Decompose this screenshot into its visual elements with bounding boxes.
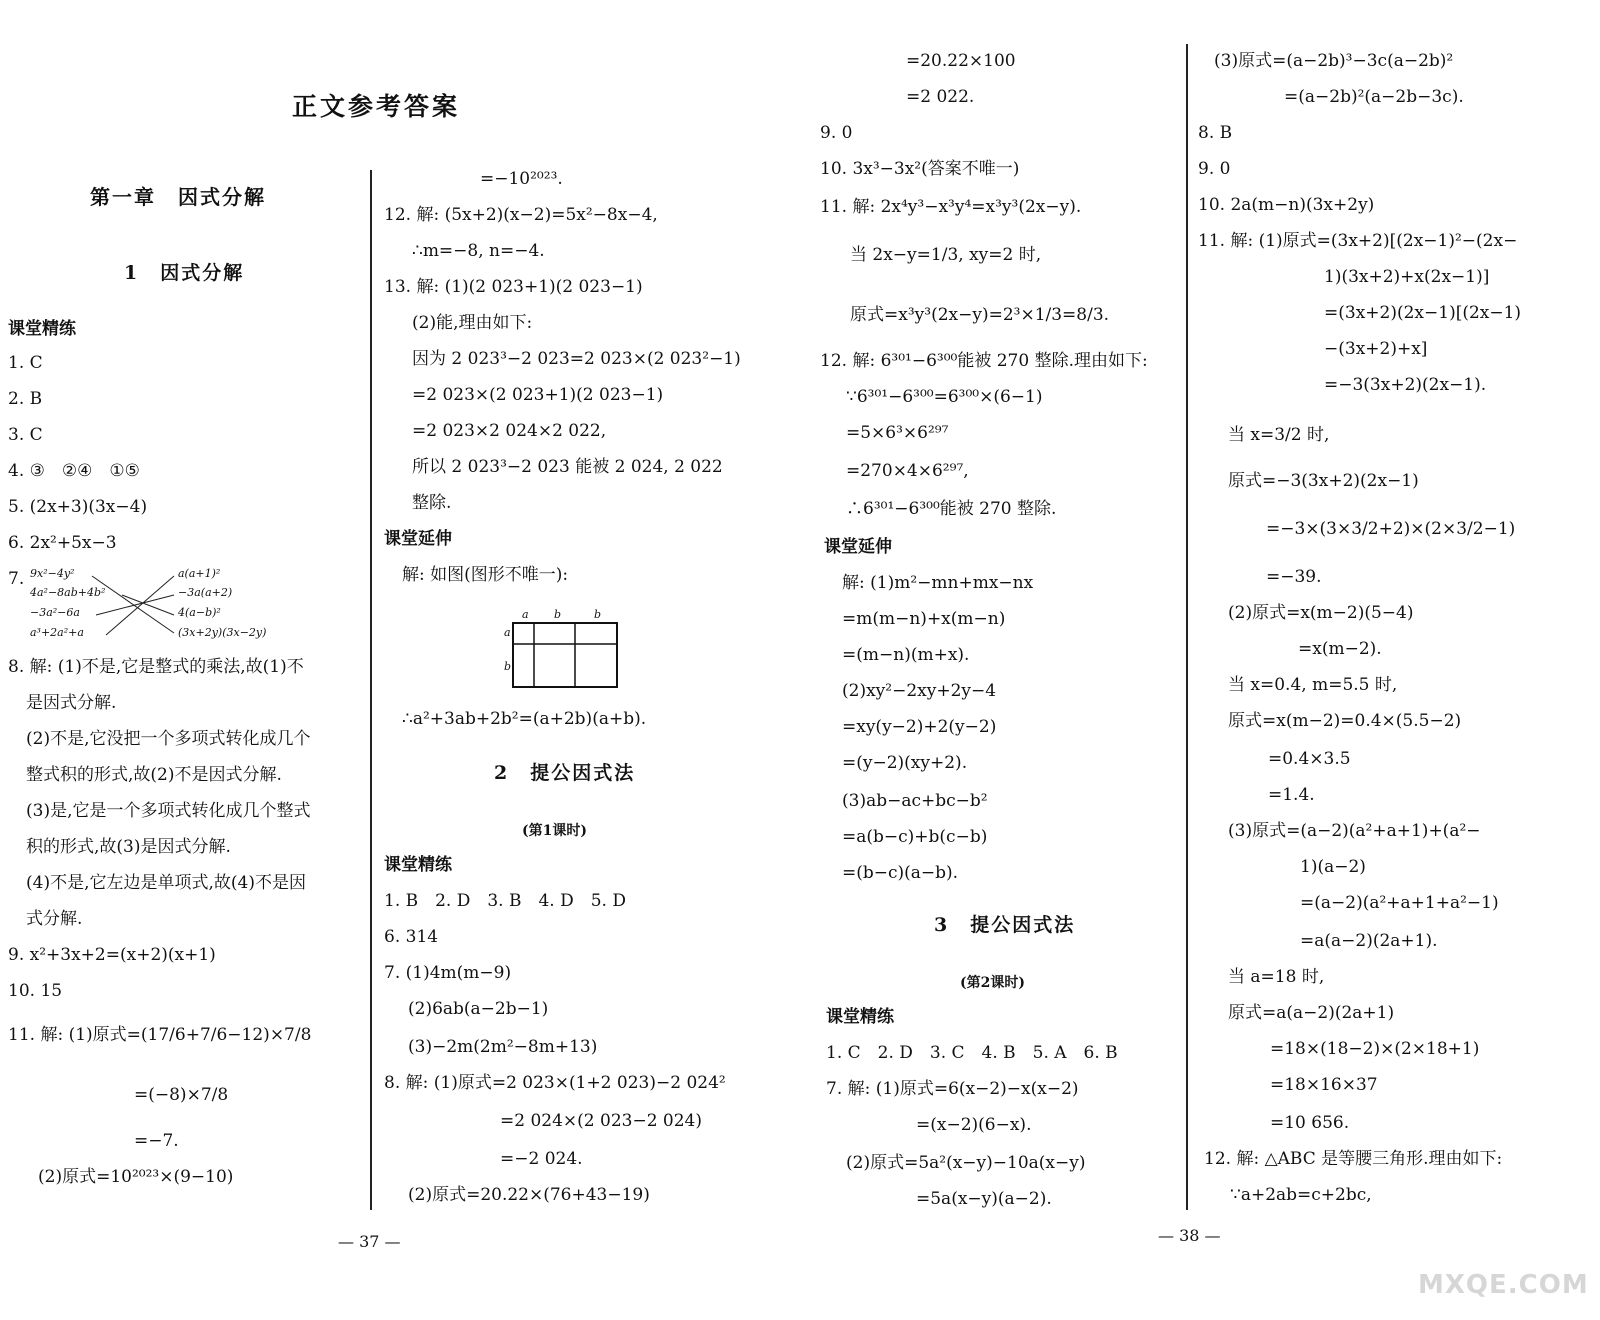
- answer-line: ∴m=−8, n=−4.: [412, 241, 545, 261]
- answer-line: 当 x=0.4, m=5.5 时,: [1228, 675, 1398, 695]
- answer-line: =2 023×(2 023+1)(2 023−1): [412, 385, 664, 405]
- answer-line: =−3×(3×3/2+2)×(2×3/2−1): [1266, 519, 1516, 539]
- answer-line: 11. 解: (1)原式=(17/6+7/6−12)×7/8: [8, 1025, 312, 1045]
- answer-line: 8. 解: (1)不是,它是整式的乘法,故(1)不: [8, 657, 304, 677]
- answer-line: 7. 解: (1)原式=6(x−2)−x(x−2): [826, 1079, 1079, 1099]
- answer-line: 解: (1)m²−mn+mx−nx: [842, 573, 1034, 593]
- column-divider: [370, 170, 372, 1210]
- chapter-heading: 第一章 因式分解: [90, 185, 266, 209]
- answer-line: 10. 2a(m−n)(3x+2y): [1198, 195, 1375, 215]
- answer-line: 6. 2x²+5x−3: [8, 533, 117, 553]
- answer-line: 1)(3x+2)+x(2x−1)]: [1324, 267, 1490, 287]
- answer-line: 13. 解: (1)(2 023+1)(2 023−1): [384, 277, 643, 297]
- answer-line: =−3(3x+2)(2x−1).: [1324, 375, 1487, 395]
- answer-line: =(a−2)(a²+a+1+a²−1): [1300, 893, 1499, 913]
- answer-line: =xy(y−2)+2(y−2): [842, 717, 997, 737]
- answer-line: =−7.: [134, 1131, 179, 1151]
- lesson-label: (第1课时): [522, 823, 587, 839]
- answer-line: 10. 15: [8, 981, 63, 1001]
- answer-line: 8. B: [1198, 123, 1233, 143]
- grid-side-label: b: [504, 660, 512, 673]
- answer-line: (4)不是,它左边是单项式,故(4)不是因: [26, 873, 306, 893]
- diagram-left-item: a³+2a²+a: [30, 626, 84, 639]
- answer-line: (3)−2m(2m²−8m+13): [408, 1037, 598, 1057]
- answer-line: ∵6³⁰¹−6³⁰⁰=6³⁰⁰×(6−1): [846, 387, 1043, 407]
- lesson-label: (第2课时): [960, 975, 1025, 991]
- diagram-right-item: (3x+2y)(3x−2y): [178, 626, 267, 639]
- answer-line: 解: 如图(图形不唯一):: [402, 565, 569, 585]
- answer-line: (2)能,理由如下:: [412, 313, 533, 333]
- answer-line: 12. 解: 6³⁰¹−6³⁰⁰能被 270 整除.理由如下:: [820, 351, 1148, 371]
- answer-line: (3)是,它是一个多项式转化成几个整式: [26, 801, 311, 821]
- answer-line: (2)原式=20.22×(76+43−19): [408, 1185, 650, 1205]
- answer-line: 12. 解: (5x+2)(x−2)=5x²−8x−4,: [384, 205, 658, 225]
- answer-line: =(m−n)(m+x).: [842, 645, 970, 665]
- answer-line: =(b−c)(a−b).: [842, 863, 959, 883]
- answer-line: ∴6³⁰¹−6³⁰⁰能被 270 整除.: [846, 499, 1057, 519]
- watermark: MXQE.COM: [1418, 1270, 1589, 1300]
- answer-line: (3)原式=(a−2b)³−3c(a−2b)²: [1214, 51, 1454, 71]
- answer-line: =(y−2)(xy+2).: [842, 753, 968, 773]
- answer-line: 所以 2 023³−2 023 能被 2 024, 2 022: [412, 457, 723, 477]
- answer-line: ∵a+2ab=c+2bc,: [1230, 1185, 1372, 1205]
- answer-line: =18×16×37: [1270, 1075, 1378, 1095]
- grid-side-label: a: [504, 626, 511, 639]
- answer-line: =10 656.: [1270, 1113, 1350, 1133]
- answer-line: (2)原式=x(m−2)(5−4): [1228, 603, 1414, 623]
- answer-line: =20.22×100: [906, 51, 1016, 71]
- answer-line: 当 x=3/2 时,: [1228, 425, 1330, 445]
- answer-line: =2 022.: [906, 87, 975, 107]
- answer-line: 9. 0: [1198, 159, 1231, 179]
- answer-line: =a(b−c)+b(c−b): [842, 827, 988, 847]
- answer-line: (2)原式=10²⁰²³×(9−10): [38, 1167, 234, 1187]
- answer-line: =2 024×(2 023−2 024): [500, 1111, 702, 1131]
- answer-line: 9. x²+3x+2=(x+2)(x+1): [8, 945, 216, 965]
- section-label: 课堂精练: [826, 1007, 894, 1027]
- answer-line: =(a−2b)²(a−2b−3c).: [1284, 87, 1464, 107]
- answer-line: 因为 2 023³−2 023=2 023×(2 023²−1): [412, 349, 741, 369]
- answer-line: 4. ③ ②④ ①⑤: [8, 461, 140, 481]
- answer-line: 式分解.: [26, 909, 83, 929]
- answer-line: 原式=−3(3x+2)(2x−1): [1228, 471, 1419, 491]
- section-label: 课堂延伸: [384, 529, 452, 549]
- answer-line: =x(m−2).: [1298, 639, 1382, 659]
- answer-line: 10. 3x³−3x²(答案不唯一): [820, 159, 1020, 179]
- answer-line: =18×(18−2)×(2×18+1): [1270, 1039, 1480, 1059]
- grid-figure: [512, 622, 622, 692]
- section-heading-3: 3 提公因式法: [934, 914, 1076, 936]
- answer-line: 整除.: [412, 493, 452, 513]
- answer-line: =270×4×6²⁹⁷,: [846, 461, 969, 481]
- answer-line: =2 023×2 024×2 022,: [412, 421, 607, 441]
- section-label: 课堂延伸: [824, 537, 892, 557]
- answer-line: =−10²⁰²³.: [480, 169, 563, 189]
- answer-line: 7. (1)4m(m−9): [384, 963, 512, 983]
- answer-line: =a(a−2)(2a+1).: [1300, 931, 1438, 951]
- answer-line: (2)xy²−2xy+2y−4: [842, 681, 997, 701]
- answer-line: =m(m−n)+x(m−n): [842, 609, 1006, 629]
- page-number-left: — 37 —: [338, 1232, 401, 1251]
- answer-line: 1. C: [8, 353, 43, 373]
- section-label: 课堂精练: [384, 855, 452, 875]
- answer-line: =5a(x−y)(a−2).: [916, 1189, 1052, 1209]
- section-label: 课堂精练: [8, 319, 76, 339]
- answer-line: 是因式分解.: [26, 693, 117, 713]
- answer-line: 原式=a(a−2)(2a+1): [1228, 1003, 1395, 1023]
- section-heading-2: 2 提公因式法: [494, 762, 636, 784]
- answer-line: =−2 024.: [500, 1149, 583, 1169]
- answer-line: 9. 0: [820, 123, 853, 143]
- matching-lines: [0, 0, 320, 660]
- answer-line: 3. C: [8, 425, 43, 445]
- answer-line: =1.4.: [1268, 785, 1315, 805]
- diagram-left-item: −3a²−6a: [30, 606, 80, 619]
- answer-line: −(3x+2)+x]: [1324, 339, 1428, 359]
- answer-line: 当 2x−y=1/3, xy=2 时,: [850, 245, 1042, 265]
- page-number-right: — 38 —: [1158, 1226, 1221, 1245]
- answer-line: 11. 解: (1)原式=(3x+2)[(2x−1)²−(2x−: [1198, 231, 1518, 251]
- answer-line: 1)(a−2): [1300, 857, 1366, 877]
- diagram-left-item: 9x²−4y²: [30, 567, 75, 580]
- answer-line: =5×6³×6²⁹⁷: [846, 423, 949, 443]
- answer-line: 8. 解: (1)原式=2 023×(1+2 023)−2 024²: [384, 1073, 726, 1093]
- answer-line: =−39.: [1266, 567, 1322, 587]
- diagram-number: 7.: [8, 569, 25, 589]
- answer-line: 当 a=18 时,: [1228, 967, 1325, 987]
- grid-top-label: b: [554, 608, 562, 621]
- answer-line: =0.4×3.5: [1268, 749, 1351, 769]
- answer-line: (3)ab−ac+bc−b²: [842, 791, 988, 811]
- answer-line: 整式积的形式,故(2)不是因式分解.: [26, 765, 282, 785]
- answer-line: 6. 314: [384, 927, 439, 947]
- diagram-right-item: a(a+1)²: [178, 567, 221, 580]
- answer-line: 5. (2x+3)(3x−4): [8, 497, 148, 517]
- section-heading-1: 1 因式分解: [124, 262, 245, 284]
- answer-line: 2. B: [8, 389, 43, 409]
- diagram-right-item: −3a(a+2): [178, 586, 233, 599]
- answer-line: 11. 解: 2x⁴y³−x³y⁴=x³y³(2x−y).: [820, 197, 1082, 217]
- answer-line: =(x−2)(6−x).: [916, 1115, 1032, 1135]
- answer-line: ∴a²+3ab+2b²=(a+2b)(a+b).: [402, 709, 647, 729]
- answer-line: (3)原式=(a−2)(a²+a+1)+(a²−: [1228, 821, 1481, 841]
- answer-line: 原式=x³y³(2x−y)=2³×1/3=8/3.: [850, 305, 1110, 325]
- column-divider: [1186, 44, 1188, 1210]
- answer-line: 积的形式,故(3)是因式分解.: [26, 837, 231, 857]
- grid-top-label: b: [594, 608, 602, 621]
- answer-line: 原式=x(m−2)=0.4×(5.5−2): [1228, 711, 1462, 731]
- diagram-right-item: 4(a−b)²: [178, 606, 221, 619]
- grid-top-label: a: [522, 608, 529, 621]
- answer-line: =(3x+2)(2x−1)[(2x−1): [1324, 303, 1522, 323]
- page-title: 正文参考答案: [292, 92, 461, 121]
- answer-line: (2)不是,它没把一个多项式转化成几个: [26, 729, 311, 749]
- answer-line: (2)6ab(a−2b−1): [408, 999, 549, 1019]
- answer-line: 12. 解: △ABC 是等腰三角形.理由如下:: [1204, 1149, 1503, 1169]
- answer-line: 1. B 2. D 3. B 4. D 5. D: [384, 891, 626, 911]
- answer-line: =(−8)×7/8: [134, 1085, 229, 1105]
- answer-line: (2)原式=5a²(x−y)−10a(x−y): [846, 1153, 1086, 1173]
- answer-line: 1. C 2. D 3. C 4. B 5. A 6. B: [826, 1043, 1118, 1063]
- diagram-left-item: 4a²−8ab+4b²: [30, 586, 106, 599]
